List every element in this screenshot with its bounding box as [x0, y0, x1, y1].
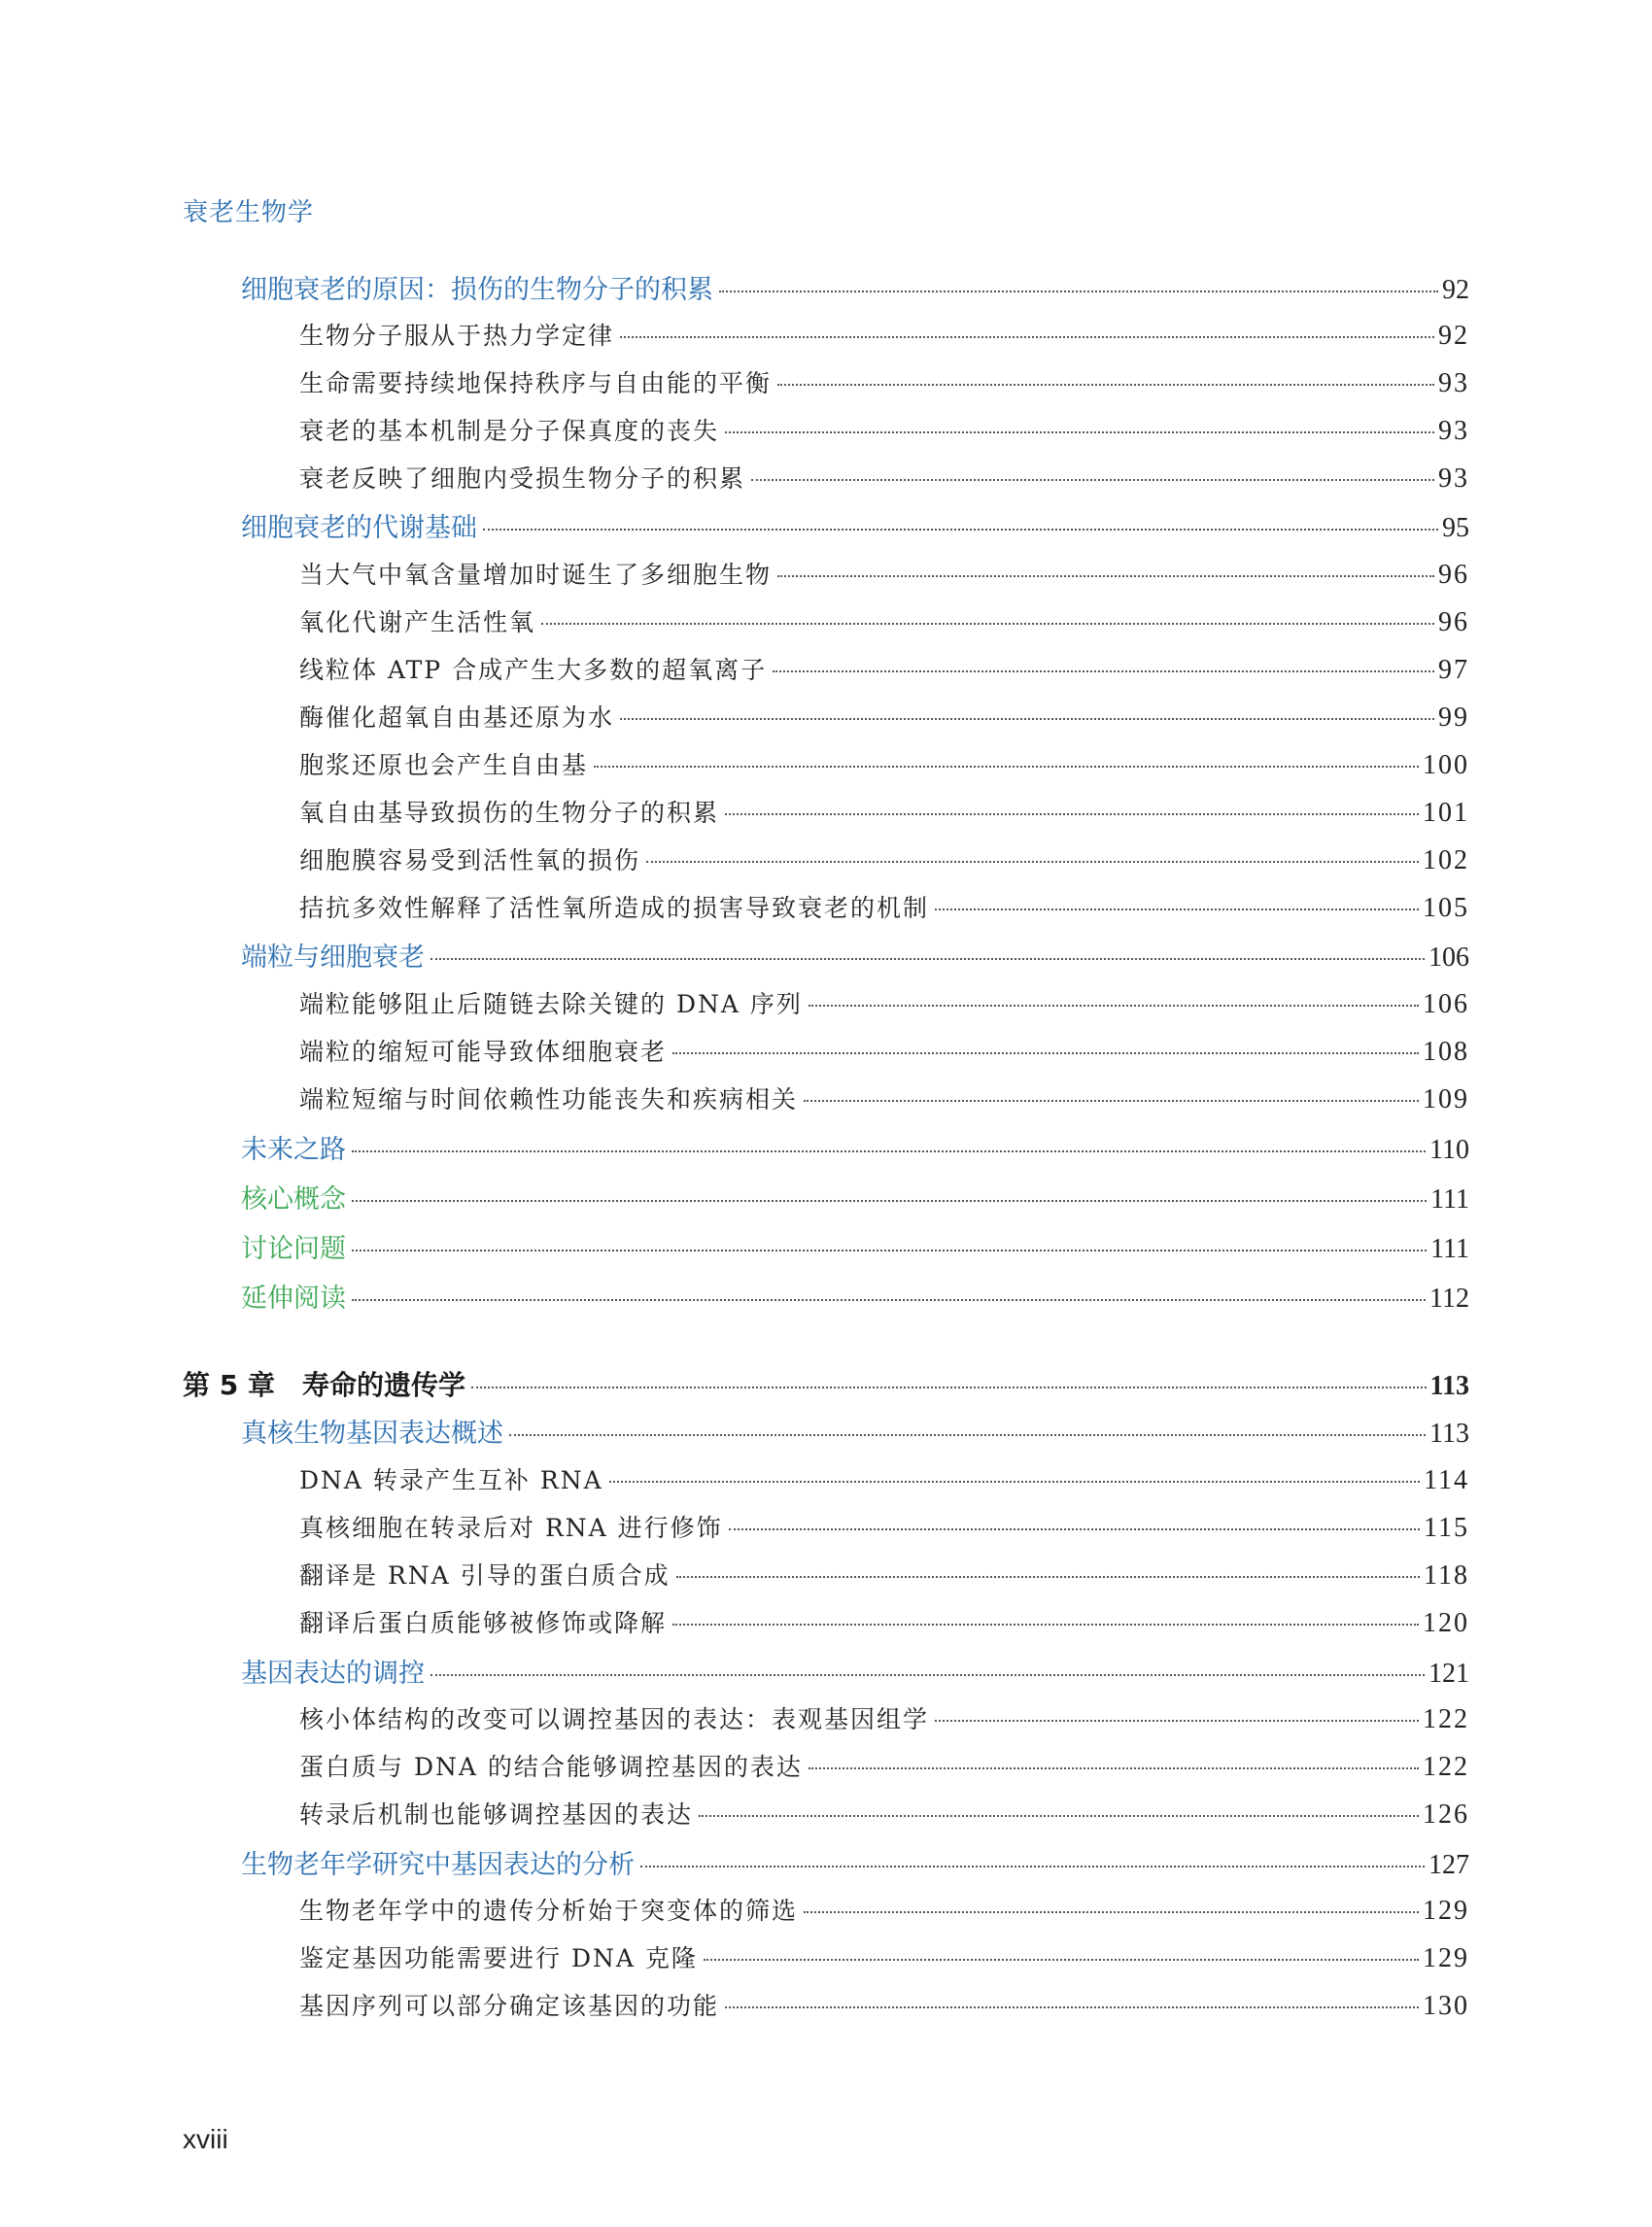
- toc-entry-page: 127: [1428, 1850, 1469, 1880]
- toc-entry-title: 拮抗多效性解释了活性氧所造成的损害导致衰老的机制: [299, 894, 930, 922]
- dot-leader: [430, 1674, 1425, 1676]
- toc-entry-page: 114: [1424, 1465, 1469, 1495]
- toc-entry-page: 101: [1423, 798, 1469, 828]
- toc-entry-title: 基因表达的调控: [241, 1659, 425, 1689]
- dot-leader: [699, 1815, 1419, 1817]
- dot-leader: [609, 1481, 1420, 1483]
- toc-section[interactable]: [241, 506, 1469, 544]
- toc-subsection[interactable]: [299, 1987, 1469, 2022]
- toc-entry-page: 93: [1438, 463, 1469, 494]
- toc-subsection[interactable]: [299, 1461, 1469, 1496]
- toc-entry-title: 细胞衰老的原因：损伤的生物分子的积累: [241, 275, 713, 305]
- toc-section[interactable]: [241, 268, 1469, 306]
- dot-leader: [352, 1200, 1427, 1202]
- running-head: 衰老生物学: [183, 198, 315, 227]
- dot-leader: [719, 291, 1438, 292]
- toc-subsection[interactable]: [299, 364, 1469, 399]
- toc-entry-page: 121: [1428, 1659, 1469, 1689]
- toc-entry-page: 96: [1438, 607, 1469, 637]
- toc-entry-page: 120: [1423, 1608, 1469, 1638]
- toc-entry-page: 97: [1438, 655, 1469, 685]
- toc-entry-page: 106: [1423, 989, 1469, 1019]
- toc-entry-page: 111: [1430, 1184, 1469, 1215]
- page-number: xviii: [183, 2124, 228, 2154]
- toc-entry-title: 翻译后蛋白质能够被修饰或降解: [299, 1609, 668, 1637]
- dot-leader: [935, 908, 1419, 910]
- toc-entry-title: 核小体结构的改变可以调控基因的表达：表观基因组学: [299, 1705, 930, 1733]
- toc-section[interactable]: [241, 1843, 1469, 1881]
- toc-entry-page: 122: [1423, 1704, 1469, 1734]
- toc-subsection[interactable]: [299, 1796, 1469, 1831]
- toc-entry-page: 102: [1423, 845, 1469, 875]
- dot-leader: [646, 861, 1419, 863]
- toc-chapter[interactable]: [183, 1364, 1469, 1403]
- toc-entry-title: 氧化代谢产生活性氧: [299, 608, 536, 636]
- toc-entry-page: 93: [1438, 368, 1469, 398]
- toc-entry-page: 129: [1423, 1896, 1469, 1926]
- toc-entry-page: 92: [1442, 275, 1469, 305]
- dot-leader: [352, 1250, 1427, 1251]
- dot-leader: [725, 2006, 1419, 2008]
- dot-leader: [935, 1720, 1419, 1722]
- dot-leader: [352, 1150, 1426, 1152]
- toc-entry-title: 细胞衰老的代谢基础: [241, 513, 477, 543]
- toc-entry-page: 118: [1424, 1560, 1469, 1591]
- toc-entry-title: 第 5 章 寿命的遗传学: [183, 1369, 465, 1401]
- dot-leader: [620, 336, 1434, 338]
- dot-leader: [483, 529, 1438, 531]
- dot-leader: [672, 1624, 1419, 1626]
- dot-leader: [676, 1576, 1420, 1578]
- toc-subsection[interactable]: [299, 794, 1469, 829]
- toc-section[interactable]: [241, 1178, 1469, 1216]
- toc-entry-page: 111: [1430, 1234, 1469, 1264]
- dot-leader: [430, 958, 1425, 960]
- toc-entry-page: 113: [1429, 1419, 1469, 1449]
- toc-subsection[interactable]: [299, 1939, 1469, 1974]
- dot-leader: [729, 1528, 1420, 1530]
- toc-entry-page: 96: [1438, 560, 1469, 590]
- toc-entry-title: DNA 转录产生互补 RNA: [299, 1466, 603, 1494]
- toc-subsection[interactable]: [299, 1748, 1469, 1783]
- dot-leader: [541, 623, 1434, 625]
- dot-leader: [804, 1911, 1419, 1913]
- dot-leader: [777, 575, 1434, 577]
- toc-section[interactable]: [241, 1277, 1469, 1315]
- toc-entry-page: 99: [1438, 702, 1469, 733]
- toc-entry-title: 端粒短缩与时间依赖性功能丧失和疾病相关: [299, 1085, 799, 1114]
- toc-entry-title: 真核生物基因表达概述: [241, 1419, 503, 1449]
- toc-subsection[interactable]: [299, 1033, 1469, 1068]
- toc-entry-title: 生物老年学研究中基因表达的分析: [241, 1850, 635, 1880]
- toc-entry-title: 当大气中氧含量增加时诞生了多细胞生物: [299, 561, 773, 589]
- toc-entry-title: 生命需要持续地保持秩序与自由能的平衡: [299, 369, 773, 397]
- toc-entry-title: 翻译是 RNA 引导的蛋白质合成: [299, 1561, 671, 1590]
- toc-entry-title: 真核细胞在转录后对 RNA 进行修饰: [299, 1514, 723, 1542]
- toc-entry-title: 胞浆还原也会产生自由基: [299, 751, 589, 779]
- toc-subsection[interactable]: [299, 412, 1469, 447]
- toc-entry-page: 108: [1423, 1037, 1469, 1067]
- toc-entry-title: 酶催化超氧自由基还原为水: [299, 703, 615, 732]
- toc-subsection[interactable]: [299, 841, 1469, 876]
- toc-entry-page: 95: [1442, 513, 1469, 543]
- dot-leader: [725, 431, 1434, 433]
- toc-entry-page: 122: [1423, 1752, 1469, 1782]
- dot-leader: [471, 1387, 1427, 1388]
- toc-entry-page: 93: [1438, 416, 1469, 446]
- toc-section[interactable]: [241, 1227, 1469, 1265]
- dot-leader: [620, 718, 1434, 720]
- toc-subsection[interactable]: [299, 651, 1469, 686]
- toc-subsection[interactable]: [299, 1892, 1469, 1927]
- toc-entry-title: 端粒能够阻止后随链去除关键的 DNA 序列: [299, 990, 803, 1018]
- dot-leader: [751, 479, 1434, 481]
- toc-entry-page: 110: [1429, 1135, 1469, 1165]
- toc-entry-page: 126: [1423, 1799, 1469, 1830]
- toc-entry-page: 100: [1423, 750, 1469, 780]
- toc-subsection[interactable]: [299, 556, 1469, 591]
- dot-leader: [804, 1100, 1419, 1102]
- toc-entry-title: 转录后机制也能够调控基因的表达: [299, 1800, 694, 1829]
- toc-entry-page: 106: [1428, 942, 1469, 973]
- toc-subsection[interactable]: [299, 317, 1469, 352]
- toc-entry-title: 讨论问题: [241, 1234, 346, 1264]
- toc-subsection[interactable]: [299, 746, 1469, 781]
- toc-subsection[interactable]: [299, 1080, 1469, 1115]
- toc-entry-page: 130: [1423, 1991, 1469, 2021]
- toc-entry-title: 蛋白质与 DNA 的结合能够调控基因的表达: [299, 1753, 803, 1781]
- toc-entry-title: 核心概念: [241, 1184, 346, 1215]
- toc-entry-title: 鉴定基因功能需要进行 DNA 克隆: [299, 1944, 698, 1972]
- toc-entry-title: 端粒与细胞衰老: [241, 942, 425, 973]
- toc-entry-page: 105: [1423, 893, 1469, 923]
- toc-entry-title: 生物老年学中的遗传分析始于突变体的筛选: [299, 1897, 799, 1925]
- toc-entry-title: 基因序列可以部分确定该基因的功能: [299, 1992, 720, 2020]
- toc-subsection[interactable]: [299, 1509, 1469, 1544]
- toc-entry-page: 92: [1438, 321, 1469, 351]
- toc-section[interactable]: [241, 1652, 1469, 1690]
- toc-entry-title: 延伸阅读: [241, 1284, 346, 1314]
- dot-leader: [352, 1299, 1426, 1301]
- toc-section[interactable]: [241, 936, 1469, 974]
- toc-entry-title: 生物分子服从于热力学定律: [299, 322, 615, 350]
- dot-leader: [509, 1434, 1426, 1436]
- toc-entry-page: 115: [1424, 1513, 1469, 1543]
- toc-subsection[interactable]: [299, 1557, 1469, 1592]
- dot-leader: [640, 1866, 1425, 1867]
- toc-entry-page: 109: [1423, 1084, 1469, 1114]
- dot-leader: [594, 766, 1419, 768]
- toc-entry-title: 细胞膜容易受到活性氧的损伤: [299, 846, 641, 874]
- toc-subsection[interactable]: [299, 699, 1469, 734]
- dot-leader: [777, 384, 1434, 386]
- toc-section[interactable]: [241, 1128, 1469, 1166]
- toc-section[interactable]: [241, 1412, 1469, 1450]
- toc-entry-page: 129: [1423, 1943, 1469, 1973]
- toc-entry-title: 未来之路: [241, 1135, 346, 1165]
- toc-entry-page: 112: [1429, 1284, 1469, 1314]
- toc-subsection[interactable]: [299, 889, 1469, 924]
- toc-entry-title: 线粒体 ATP 合成产生大多数的超氧离子: [299, 656, 768, 684]
- dot-leader: [809, 1767, 1419, 1769]
- toc-entry-title: 衰老的基本机制是分子保真度的丧失: [299, 417, 720, 445]
- toc-subsection[interactable]: [299, 1700, 1469, 1735]
- dot-leader: [672, 1052, 1419, 1054]
- toc-entry-title: 端粒的缩短可能导致体细胞衰老: [299, 1038, 668, 1066]
- toc-entry-page: 113: [1429, 1371, 1469, 1401]
- toc-entry-title: 氧自由基导致损伤的生物分子的积累: [299, 799, 720, 827]
- dot-leader: [809, 1005, 1419, 1007]
- toc-entry-title: 衰老反映了细胞内受损生物分子的积累: [299, 464, 746, 493]
- toc-subsection[interactable]: [299, 603, 1469, 638]
- dot-leader: [704, 1959, 1419, 1961]
- dot-leader: [725, 813, 1419, 815]
- dot-leader: [773, 670, 1434, 672]
- toc-subsection[interactable]: [299, 460, 1469, 495]
- toc-subsection[interactable]: [299, 985, 1469, 1020]
- toc-subsection[interactable]: [299, 1604, 1469, 1639]
